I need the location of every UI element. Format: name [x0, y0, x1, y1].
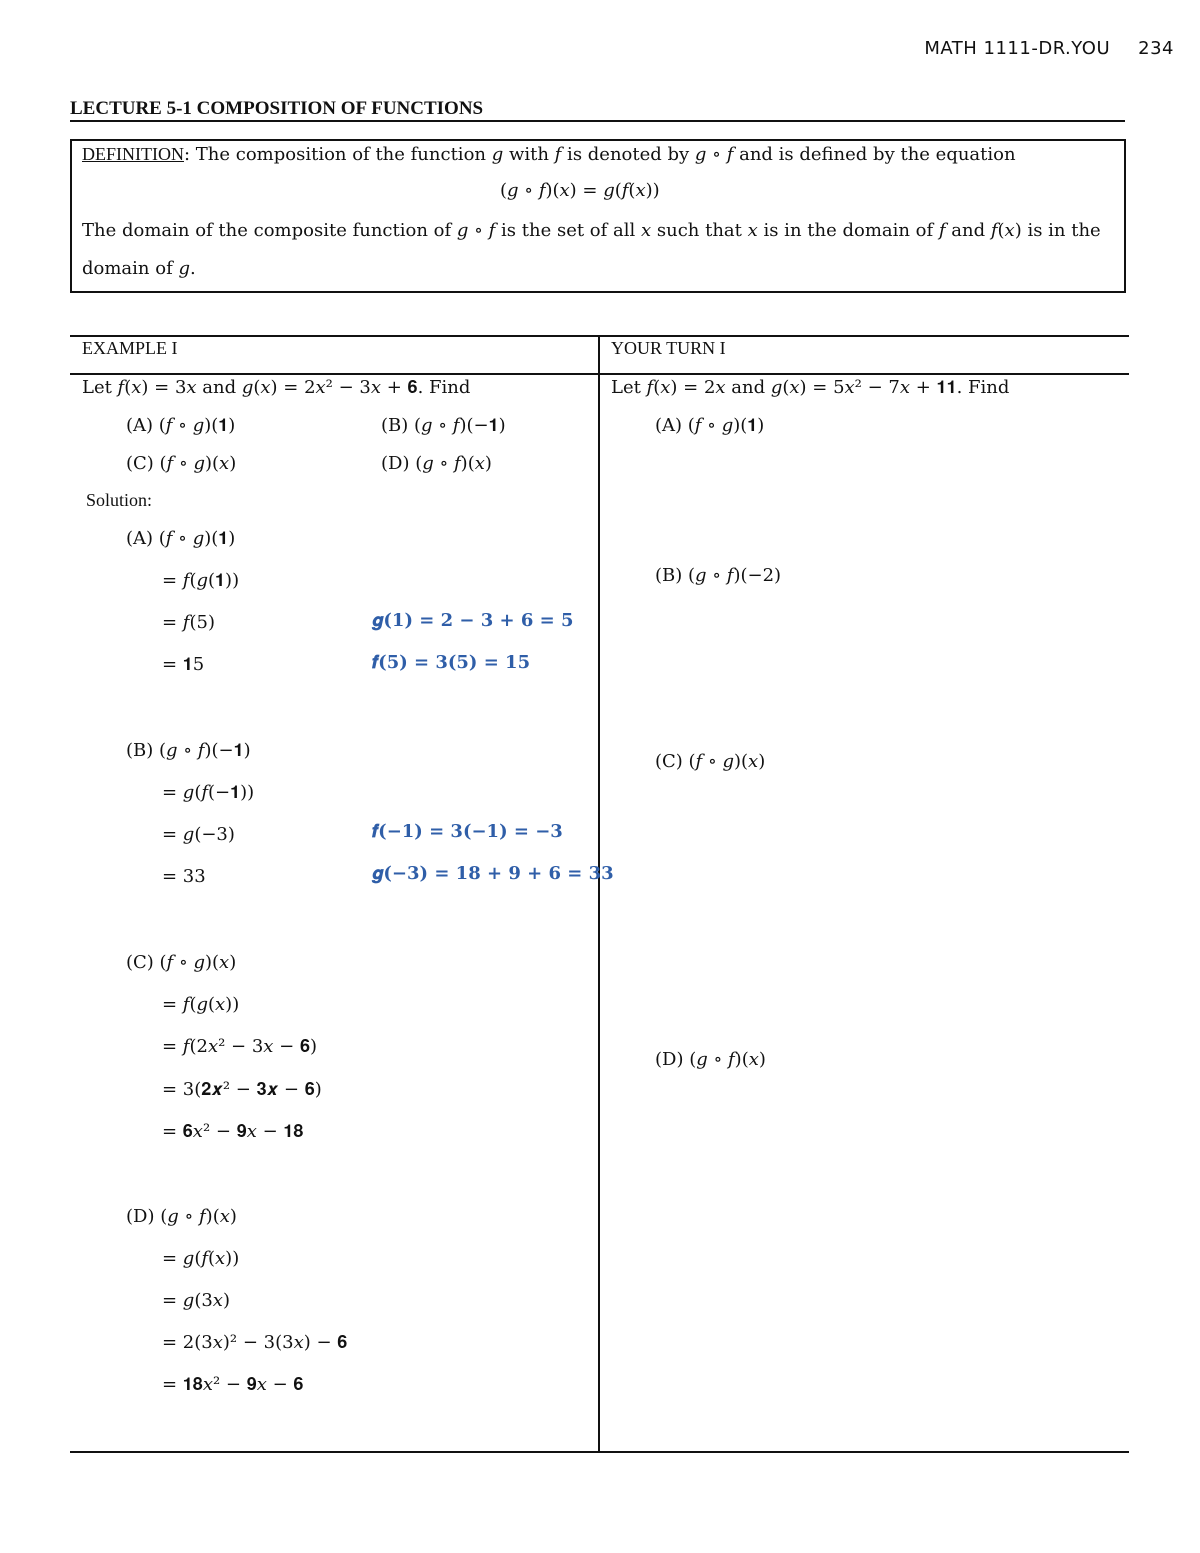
- definition-label: DEFINITION: [82, 144, 184, 164]
- lecture-title: LECTURE 5-1 COMPOSITION OF FUNCTIONS: [70, 98, 484, 119]
- solution-c-step: = 𝑓(𝑔(𝑥)): [162, 994, 240, 1015]
- your-turn-part-b: (B) (𝑔 ∘ 𝑓)(−2): [655, 565, 782, 586]
- solution-c-head: (C) (𝑓 ∘ 𝑔)(𝑥): [126, 952, 237, 973]
- solution-a-head: (A) (𝑓 ∘ 𝑔)(𝟏): [126, 528, 236, 549]
- page-header: [924, 38, 1174, 59]
- your-turn-prompt: Let 𝑓(𝑥) = 2𝑥 and 𝑔(𝑥) = 5𝑥² − 7𝑥 + 𝟏𝟏. Find: [611, 377, 1010, 398]
- definition-line-1: [82, 144, 1016, 165]
- solution-b-note: 𝒇(−𝟏) = 𝟑(−𝟏) = −𝟑: [372, 821, 563, 842]
- example-part-b: (B) (𝑔 ∘ 𝑓)(−𝟏): [381, 415, 506, 436]
- example-part-a: (A) (𝑓 ∘ 𝑔)(𝟏): [126, 415, 236, 436]
- example-prompt: Let 𝑓(𝑥) = 3𝑥 and 𝑔(𝑥) = 2𝑥² − 3𝑥 + 𝟔. Find: [82, 377, 471, 398]
- solution-b-note: 𝒈(−𝟑) = 𝟏𝟖 + 𝟗 + 𝟔 = 𝟑𝟑: [372, 863, 614, 884]
- your-turn-part-c: (C) (𝑓 ∘ 𝑔)(𝑥): [655, 751, 766, 772]
- solution-d-step: = 𝑔(3𝑥): [162, 1290, 230, 1311]
- solution-a-note: 𝒇(𝟓) = 𝟑(𝟓) = 𝟏𝟓: [372, 652, 531, 673]
- solution-label: Solution:: [86, 490, 153, 510]
- example-part-d: (D) (𝑔 ∘ 𝑓)(𝑥): [381, 453, 492, 474]
- your-turn-header: YOUR TURN I: [611, 338, 726, 358]
- solution-b-step: = 𝑔(−3): [162, 824, 235, 845]
- solution-d-head: (D) (𝑔 ∘ 𝑓)(𝑥): [126, 1206, 237, 1227]
- page-number: 234: [1138, 38, 1174, 59]
- solution-c-step: = 𝟔𝑥² − 𝟗𝑥 − 𝟏𝟖: [162, 1121, 304, 1142]
- solution-a-step: = 𝟏5: [162, 654, 205, 675]
- example-header: EXAMPLE I: [82, 338, 178, 358]
- course-label: MATH 1111-DR.YOU: [924, 38, 1111, 59]
- title-rule: [70, 120, 1125, 122]
- solution-a-note: 𝒈(𝟏) = 𝟐 − 𝟑 + 𝟔 = 𝟓: [372, 610, 574, 631]
- solution-d-step: = 𝟏𝟖𝑥² − 𝟗𝑥 − 𝟔: [162, 1374, 304, 1395]
- column-divider: [598, 335, 600, 1453]
- definition-line-2: The domain of the composite function of 𝑔 ∘ 𝑓 is the set of all 𝑥 such that 𝑥 is in the domain of 𝑓 and 𝑓(𝑥) is in the: [82, 220, 1101, 241]
- solution-b-step: = 𝑔(𝑓(−𝟏)): [162, 782, 255, 803]
- solution-a-step: = 𝑓(5): [162, 612, 215, 633]
- definition-line-3: domain of 𝑔.: [82, 258, 196, 279]
- your-turn-part-d: (D) (𝑔 ∘ 𝑓)(𝑥): [655, 1049, 766, 1070]
- your-turn-part-a: (A) (𝑓 ∘ 𝑔)(𝟏): [655, 415, 765, 436]
- solution-c-step: = 𝑓(2𝑥² − 3𝑥 − 𝟔): [162, 1036, 317, 1057]
- solution-c-step: = 3(𝟐𝒙² − 𝟑𝒙 − 𝟔): [162, 1079, 322, 1100]
- solution-b-step: = 33: [162, 866, 206, 887]
- solution-b-head: (B) (𝑔 ∘ 𝑓)(−𝟏): [126, 740, 251, 761]
- solution-d-step: = 2(3𝑥)² − 3(3𝑥) − 𝟔: [162, 1332, 348, 1353]
- example-part-c: (C) (𝑓 ∘ 𝑔)(𝑥): [126, 453, 237, 474]
- definition-equation: (𝑔 ∘ 𝑓)(𝑥) = 𝑔(𝑓(𝑥)): [500, 180, 660, 201]
- solution-d-step: = 𝑔(𝑓(𝑥)): [162, 1248, 240, 1269]
- definition-text-1: : The composition of the function 𝑔 with 𝑓 is denoted by 𝑔 ∘ 𝑓 and is defined by the equation: [183, 144, 1016, 165]
- solution-a-step: = 𝑓(𝑔(𝟏)): [162, 570, 240, 591]
